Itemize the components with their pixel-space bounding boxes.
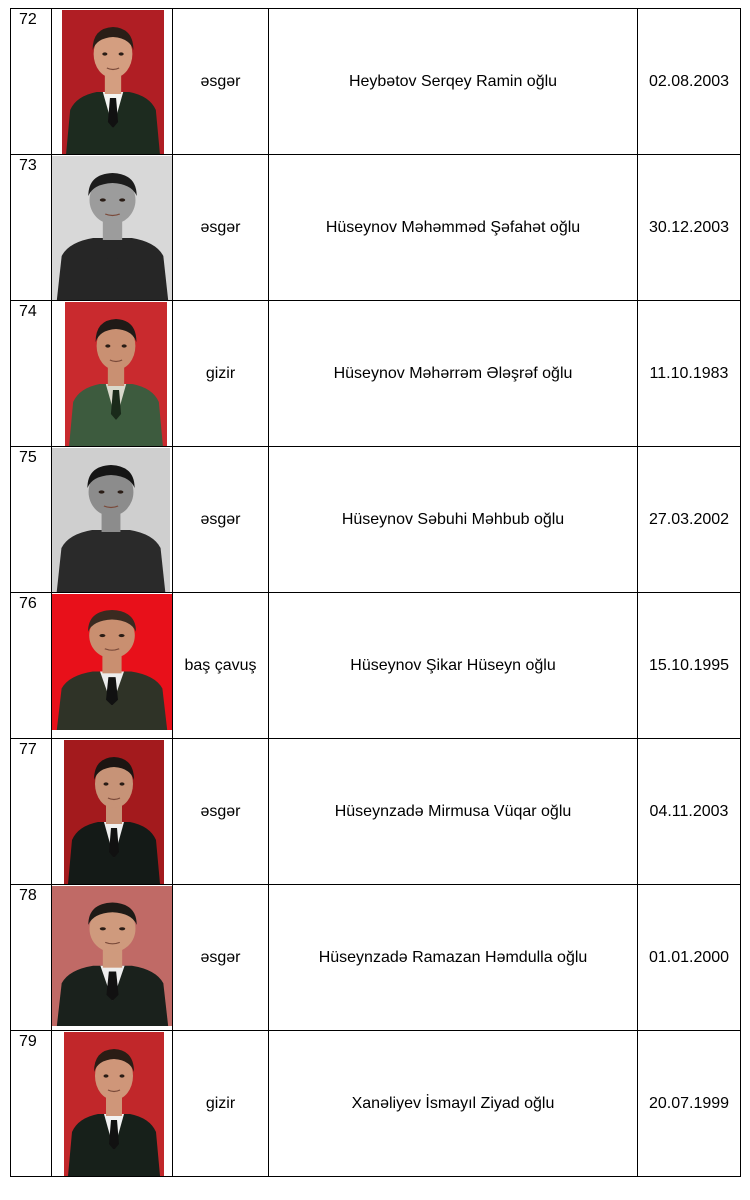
rank-cell: əsgər bbox=[173, 9, 269, 155]
photo-cell bbox=[52, 447, 173, 593]
rank-cell: əsgər bbox=[173, 885, 269, 1031]
full-name-cell: Hüseynzadə Mirmusa Vüqar oğlu bbox=[269, 739, 638, 885]
photo-cell bbox=[52, 739, 173, 885]
birth-date-cell: 11.10.1983 bbox=[638, 301, 741, 447]
rank-cell: gizir bbox=[173, 301, 269, 447]
row-number: 72 bbox=[11, 9, 52, 155]
portrait-photo bbox=[52, 156, 173, 300]
portrait-photo bbox=[52, 448, 170, 592]
full-name-cell: Xanəliyev İsmayıl Ziyad oğlu bbox=[269, 1031, 638, 1177]
table-body bbox=[11, 9, 741, 1177]
birth-date-cell: 01.01.2000 bbox=[638, 885, 741, 1031]
full-name-cell: Hüseynov Səbuhi Məhbub oğlu bbox=[269, 447, 638, 593]
rank-cell: gizir bbox=[173, 1031, 269, 1177]
birth-date-cell: 15.10.1995 bbox=[638, 593, 741, 739]
row-number: 75 bbox=[11, 447, 52, 593]
birth-date-cell: 20.07.1999 bbox=[638, 1031, 741, 1177]
photo-cell bbox=[52, 301, 173, 447]
table-row bbox=[11, 885, 741, 1031]
rank-cell: əsgər bbox=[173, 155, 269, 301]
birth-date-cell: 02.08.2003 bbox=[638, 9, 741, 155]
portrait-photo bbox=[52, 886, 173, 1026]
personnel-table bbox=[10, 8, 741, 1177]
table-row bbox=[11, 1031, 741, 1177]
portrait-photo bbox=[64, 1032, 164, 1176]
photo-cell bbox=[52, 9, 173, 155]
row-number: 74 bbox=[11, 301, 52, 447]
full-name-cell: Hüseynov Məhərrəm Ələşrəf oğlu bbox=[269, 301, 638, 447]
full-name-cell: Hüseynov Məhəmməd Şəfahət oğlu bbox=[269, 155, 638, 301]
full-name-cell: Hüseynzadə Ramazan Həmdulla oğlu bbox=[269, 885, 638, 1031]
birth-date-cell: 04.11.2003 bbox=[638, 739, 741, 885]
table-row bbox=[11, 9, 741, 155]
table-row bbox=[11, 447, 741, 593]
table-row bbox=[11, 593, 741, 739]
rank-cell: əsgər bbox=[173, 447, 269, 593]
row-number: 79 bbox=[11, 1031, 52, 1177]
photo-cell bbox=[52, 593, 173, 739]
rank-cell: baş çavuş bbox=[173, 593, 269, 739]
row-number: 76 bbox=[11, 593, 52, 739]
photo-cell bbox=[52, 155, 173, 301]
portrait-photo bbox=[52, 594, 172, 730]
table-row bbox=[11, 155, 741, 301]
full-name-cell: Heybətov Serqey Ramin oğlu bbox=[269, 9, 638, 155]
full-name-cell: Hüseynov Şikar Hüseyn oğlu bbox=[269, 593, 638, 739]
rank-cell: əsgər bbox=[173, 739, 269, 885]
table-row bbox=[11, 301, 741, 447]
birth-date-cell: 30.12.2003 bbox=[638, 155, 741, 301]
table-row bbox=[11, 739, 741, 885]
row-number: 78 bbox=[11, 885, 52, 1031]
photo-cell bbox=[52, 1031, 173, 1177]
portrait-photo bbox=[64, 740, 164, 884]
portrait-photo bbox=[65, 302, 167, 446]
row-number: 73 bbox=[11, 155, 52, 301]
photo-cell bbox=[52, 885, 173, 1031]
row-number: 77 bbox=[11, 739, 52, 885]
birth-date-cell: 27.03.2002 bbox=[638, 447, 741, 593]
portrait-photo bbox=[62, 10, 164, 154]
